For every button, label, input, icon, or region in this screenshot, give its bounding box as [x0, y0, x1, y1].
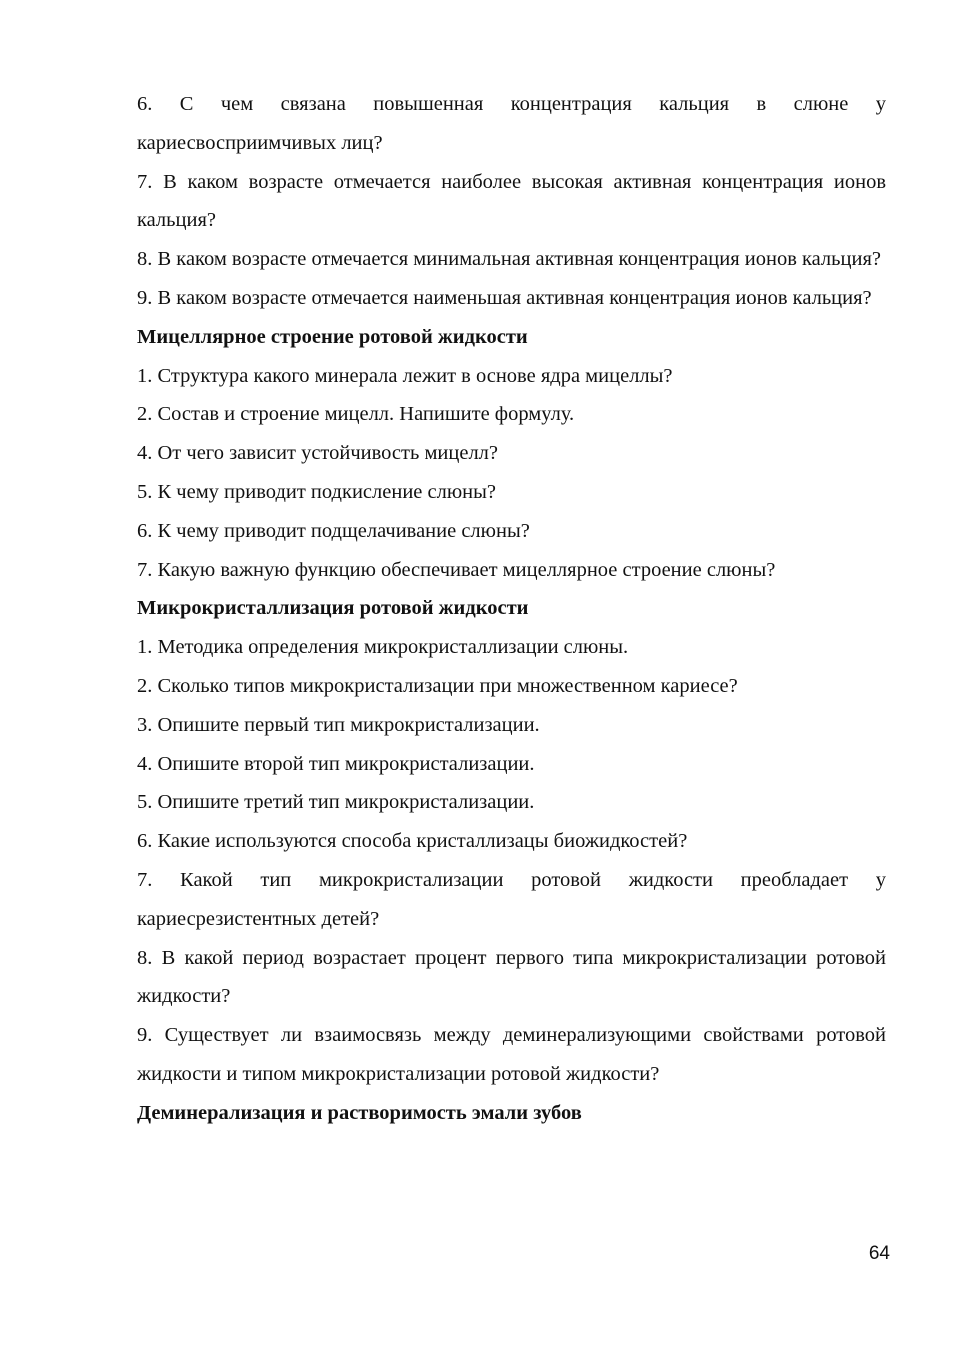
question-item: 1. Методика определения микрокристаллизации слюны. — [137, 636, 629, 659]
question-item: 6. С чем связана повышенная концентрация кальция в слюне у кариесвосприимчивых лиц? — [137, 93, 886, 154]
question-item: 1. Структура какого минерала лежит в основе ядра мицеллы? — [137, 364, 673, 387]
question-item: 3. Опишите первый тип микрокристализации. — [137, 713, 540, 736]
question-item: 5. Опишите третий тип микрокристализации. — [137, 791, 535, 814]
question-item: 6. К чему приводит подщелачивание слюны? — [137, 519, 530, 542]
question-item: 7. Какую важную функцию обеспечивает мицеллярное строение слюны? — [137, 558, 776, 581]
question-item: 6. Какие используются способа кристаллизацы биожидкостей? — [137, 830, 688, 853]
question-item: 2. Состав и строение мицелл. Напишите формулу. — [137, 403, 575, 426]
question-item: 8. В каком возрасте отмечается минимальная активная концентрация ионов кальция? — [137, 248, 881, 271]
question-item: 7. Какой тип микрокристализации ротовой жидкости преобладает у кариесрезистентных детей? — [137, 868, 886, 930]
section-heading: Деминерализация и растворимость эмали зубов — [137, 1101, 582, 1124]
page-number: 64 — [868, 1243, 890, 1264]
section-heading: Мицеллярное строение ротовой жидкости — [137, 325, 528, 348]
question-item: 2. Сколько типов микрокристализации при множественном кариесе? — [137, 674, 738, 697]
question-item: 9. В каком возрасте отмечается наименьшая активная концентрация ионов кальция? — [137, 286, 872, 309]
question-item: 5. К чему приводит подкисление слюны? — [137, 480, 497, 503]
document-body — [137, 85, 886, 1133]
question-item: 8. В какой период возрастает процент первого типа микрокристализации ротовой жидкости? — [137, 946, 886, 1008]
question-item: 4. От чего зависит устойчивость мицелл? — [137, 442, 499, 465]
section-heading: Микрокристаллизация ротовой жидкости — [137, 597, 529, 620]
question-item: 4. Опишите второй тип микрокристализации. — [137, 752, 535, 775]
question-item: 9. Существует ли взаимосвязь между деминерализующими свойствами ротовой жидкости и типом микрокристализации ротовой жидкости? — [137, 1024, 886, 1085]
question-item: 7. В каком возрасте отмечается наиболее высокая активная концентрация ионов кальция? — [137, 170, 886, 232]
